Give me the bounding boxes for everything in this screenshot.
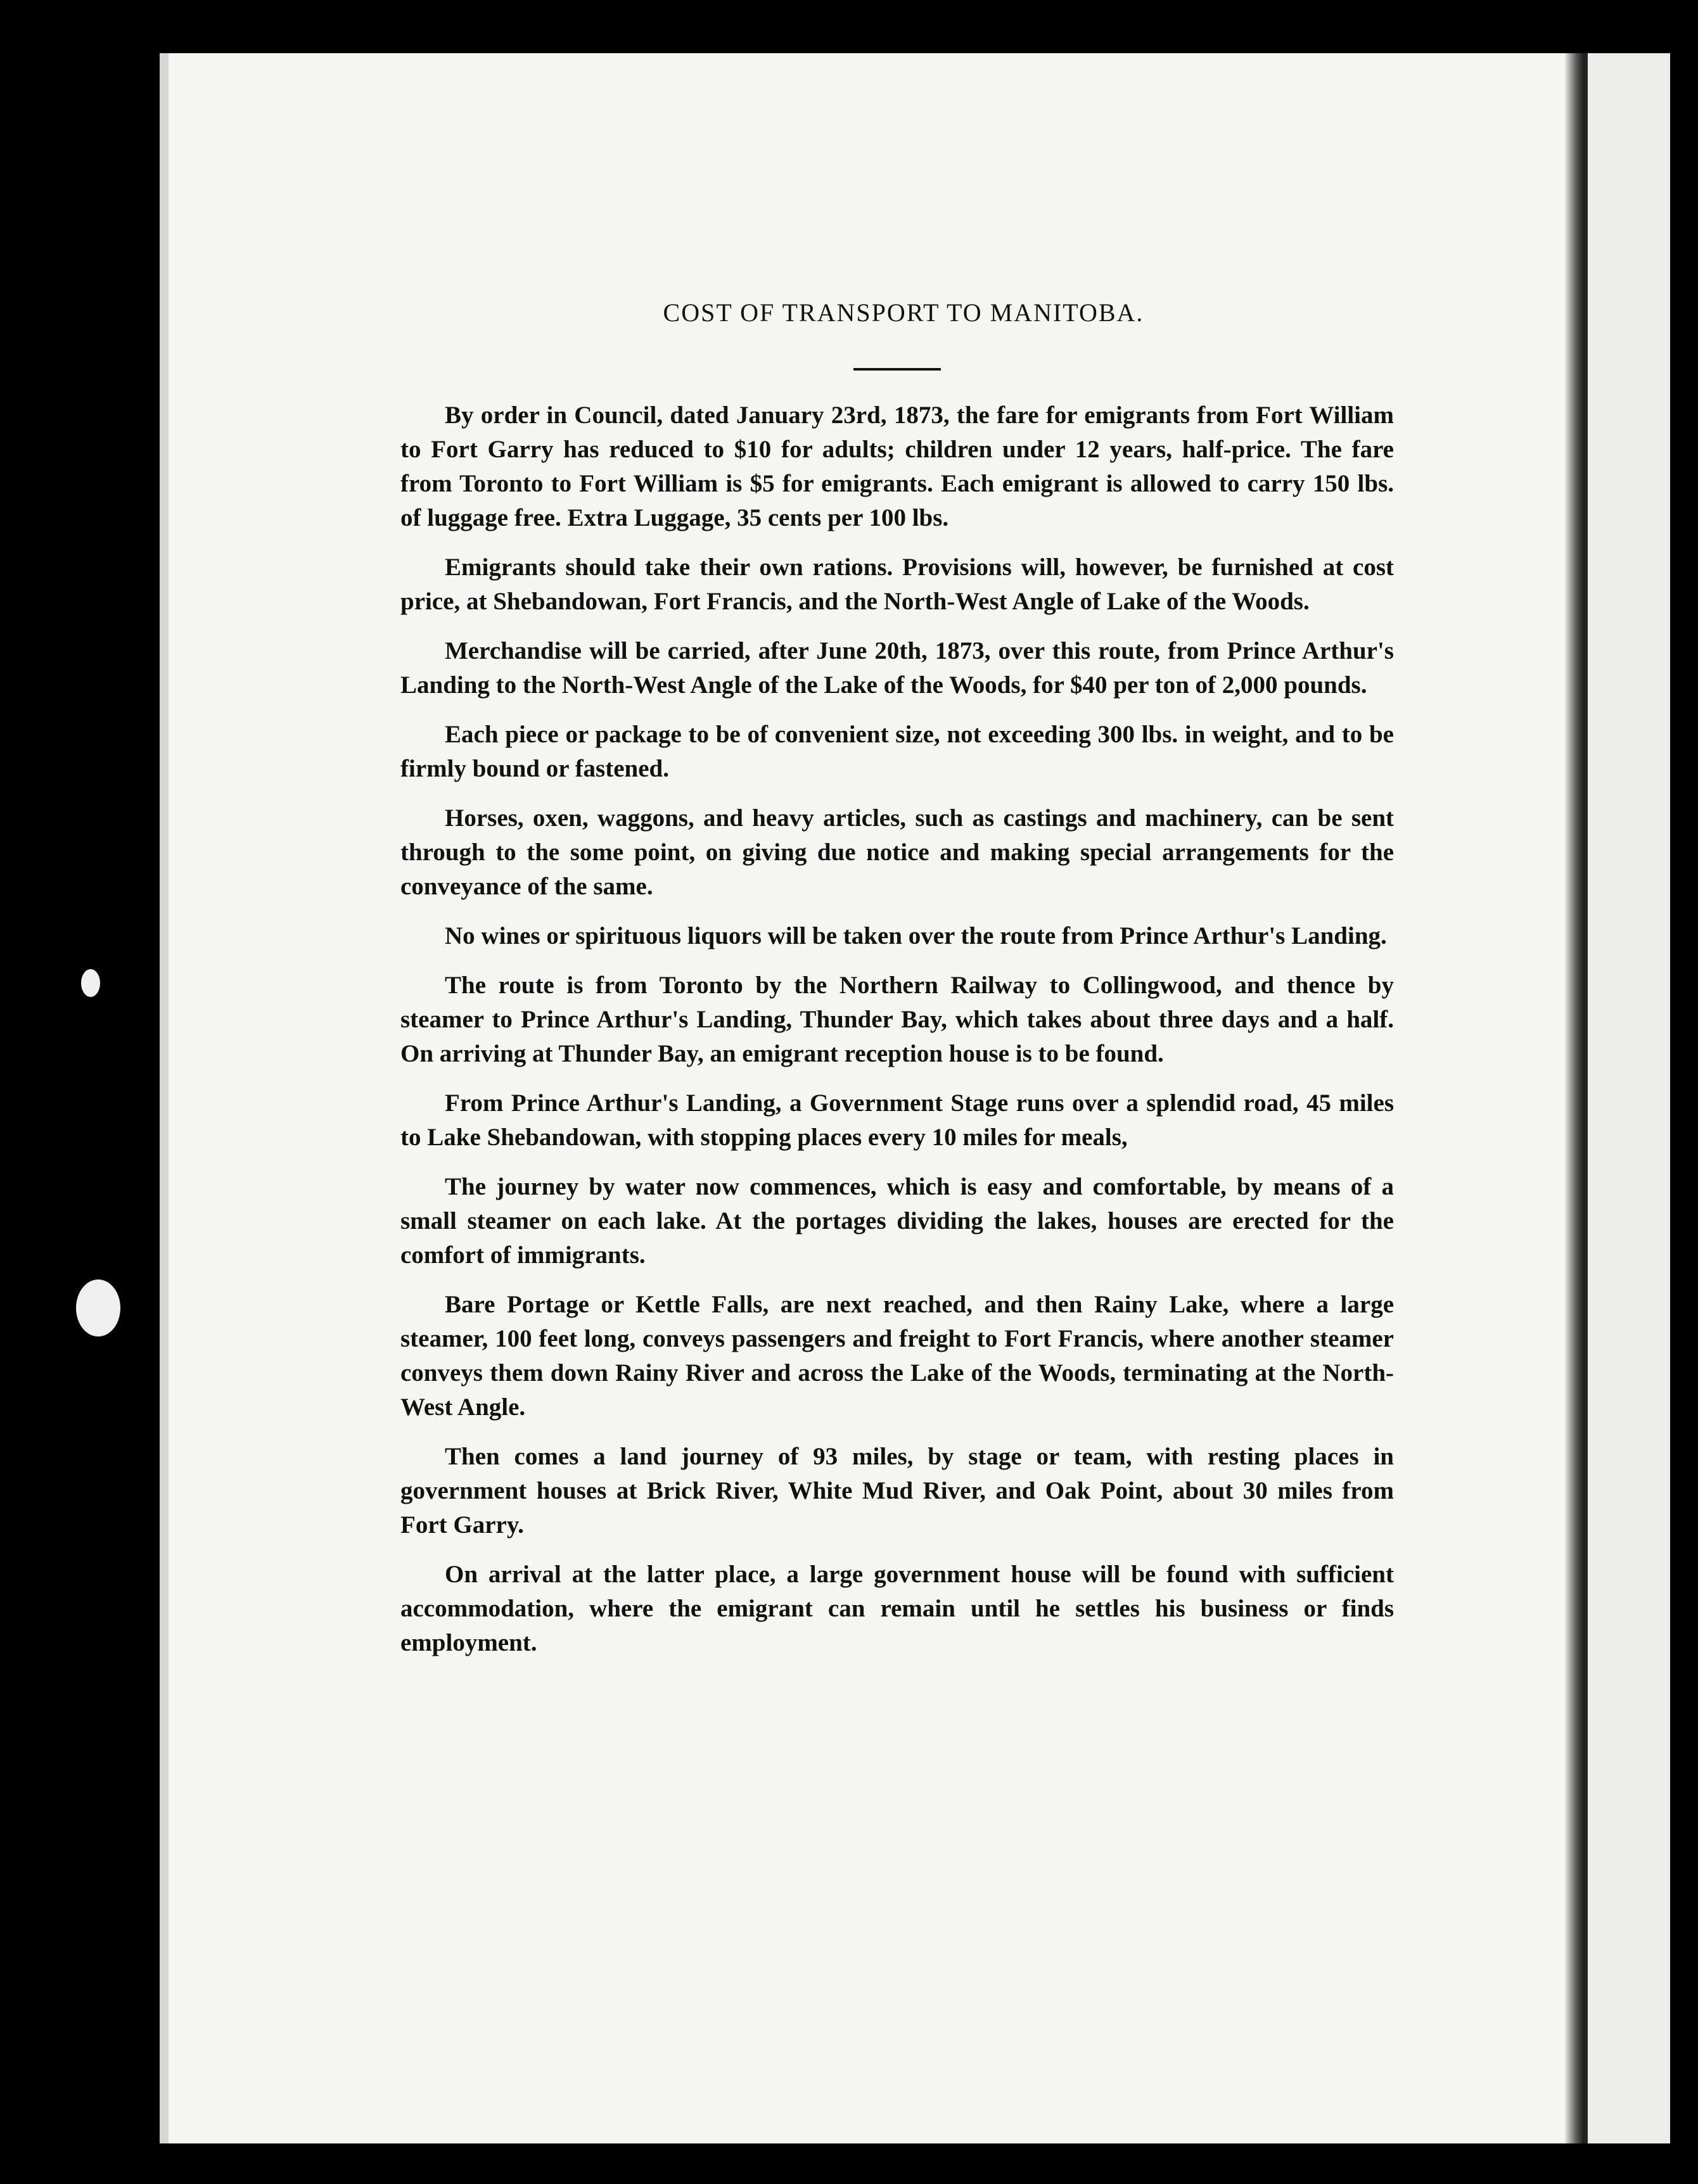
paragraph-stage: From Prince Arthur's Landing, a Government Stage runs over a splendid road, 45 miles to Lake Shebandowan, with stopping places every 10 miles for meals, bbox=[400, 1089, 1394, 1151]
paragraph-arrival: On arrival at the latter place, a large government house will be found with sufficient accommodation, where the emigrant can remain until he settles his business or finds employment. bbox=[400, 1561, 1394, 1656]
paragraph-rainy-lake: Bare Portage or Kettle Falls, are next reached, and then Rainy Lake, where a large steamer, 100 feet long, conveys passengers and freight to Fort Francis, where another steamer conveys them down Rainy River and across the Lake of the Woods, terminating at the North-West Angle. bbox=[400, 1291, 1394, 1421]
paragraph-merchandise: Merchandise will be carried, after June 20th, 1873, over this route, from Prince Arthur's Landing to the North-West Angle of the Lake of the Woods, for $40 per ton of 2,000 pounds. bbox=[400, 637, 1394, 699]
paragraph-land-journey: Then comes a land journey of 93 miles, by stage or team, with resting places in government houses at Brick River, White Mud River, and Oak Point, about 30 miles from Fort Garry. bbox=[400, 1443, 1394, 1539]
paragraph-water-journey: The journey by water now commences, which is easy and comfortable, by means of a small steamer on each lake. At the portages dividing the lakes, houses are erected for the comfort of immigrants. bbox=[400, 1173, 1394, 1269]
facing-page-edge bbox=[1584, 53, 1670, 2143]
paragraph-rations: Emigrants should take their own rations. Provisions will, however, be furnished at cost price, at Shebandowan, Fort Francis, and the North-West Angle of Lake of the Woods. bbox=[400, 554, 1394, 615]
page-title: COST OF TRANSPORT TO MANITOBA. bbox=[663, 298, 1144, 327]
article bbox=[400, 298, 1394, 1675]
paragraph-livestock: Horses, oxen, waggons, and heavy articles, such as castings and machinery, can be sent through to the some point, on giving due notice and making special arrangements for the conveyance of the same. bbox=[400, 804, 1394, 900]
paragraph-liquors: No wines or spirituous liquors will be taken over the route from Prince Arthur's Landing. bbox=[445, 922, 1387, 949]
scan-blemish bbox=[81, 969, 100, 997]
paragraph-packages: Each piece or package to be of convenient size, not exceeding 300 lbs. in weight, and to be firmly bound or fastened. bbox=[400, 721, 1394, 782]
paragraph-route: The route is from Toronto by the Northern Railway to Collingwood, and thence by steamer to Prince Arthur's Landing, Thunder Bay, which takes about three days and a half. On arriving at Thunder Bay, an emigrant reception house is to be found. bbox=[400, 972, 1394, 1067]
title-divider bbox=[853, 368, 941, 371]
book-gutter bbox=[1565, 53, 1584, 2143]
paragraph-fares: By order in Council, dated January 23rd, 1873, the fare for emigrants from Fort William to Fort Garry has reduced to $10 for adults; children under 12 years, half-price. The fare from Toronto to Fort William is $5 for emigrants. Each emigrant is allowed to carry 150 lbs. of luggage free. Extra Luggage, 35 cents per 100 lbs. bbox=[400, 402, 1394, 531]
scan-blemish bbox=[76, 1279, 120, 1336]
